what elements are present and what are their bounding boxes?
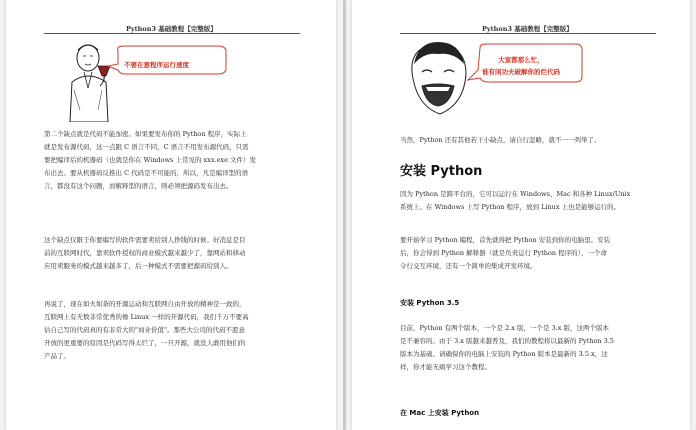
comic-man-with-wine	[60, 40, 230, 122]
page-gutter	[343, 0, 346, 430]
paragraph-cross-platform: 因为 Python 是跨平台的，它可以运行在 Windows、Mac 和各种 Linux/Unix 系统上。在 Windows 上写 Python 程序，放到 Linux 上也是能够运行的。	[400, 190, 631, 211]
comic-laughing-face	[404, 42, 624, 124]
header-rule	[44, 33, 300, 34]
section-title-install-python: 安装 Python	[400, 164, 483, 179]
paragraph-versions: 目前，Python 有两个版本，一个是 2.x 版，一个是 3.x 版，这两个版本 是不兼容的。由于 3.x 版越来越普及，我们的教程将以最新的 Python 3.5 版本为基础。请确保你的电脑上安装的 Python 版本是最新的 3.5.x，这 样，你才能无痛学习这个教程。	[400, 324, 614, 371]
header-rule	[400, 33, 656, 34]
paragraph-code-encryption: 第二个缺点就是代码不能加密。如果要发布你的 Python 程序，实际上 就是发布源代码，这一点跟 C 语言不同，C 语言不用发布源代码，只需 要把编译后的机器码（也就是你在 Windows 上常见的 xxx.exe 文件）发 布出去。要从机器码反推出 C 代码是不可能的，所以，凡是编译型的语 言，都没有这个问题，而解释型的语言，则必须把源码发布出去。	[44, 130, 256, 190]
paragraph-intro: 当然，Python 还有其他若干小缺点，请自行忽略，就不一一列举了。	[400, 136, 601, 144]
paragraph-business-model: 这个缺点仅限于你要编写的软件需要卖给别人挣钱的时候。好消息是目 前的互联网时代，靠卖软件授权的商业模式越来越少了，靠网站和移动 应用卖服务的模式越来越多了，后一种模式不需要把源码给别人。	[44, 236, 246, 270]
bubble-line-1: 大家都那么忙，	[498, 56, 544, 64]
paragraph-open-source: 再说了，现在如火如荼的开源运动和互联网自由开放的精神是一致的， 互联网上有无数非常优秀的像 Linux 一样的开源代码，我们千万不要高 估自己写的代码真的有非常大的"商业价值"。那些大公司的代码不愿意 开放的更重要的原因是代码写得太烂了，一旦开源，就没人敢用他们的 产品了。	[44, 300, 249, 360]
page-header-title: Python3 基础教程【完整版】	[482, 25, 573, 33]
subsection-install-on-mac: 在 Mac 上安装 Python	[400, 409, 480, 417]
man-drinking-illustration	[60, 40, 230, 122]
bubble-line-2: 谁有闲功夫破解你的烂代码	[482, 68, 560, 76]
speech-bubble-text	[482, 54, 560, 78]
speech-bubble-text: 不要在意程序运行速度	[124, 61, 189, 69]
right-page	[352, 0, 690, 430]
subsection-install-python-35: 安装 Python 3.5	[400, 299, 460, 307]
paragraph-start-learning: 要开始学习 Python 编程，首先就得把 Python 安装到你的电脑里。安装 后，你会得到 Python 解释器（就是负责运行 Python 程序的），一个命 令行交互环境，还有一个简单的集成开发环境。	[400, 236, 611, 270]
page-header-title: Python3 基础教程【完整版】	[126, 25, 217, 33]
left-page	[6, 0, 336, 430]
